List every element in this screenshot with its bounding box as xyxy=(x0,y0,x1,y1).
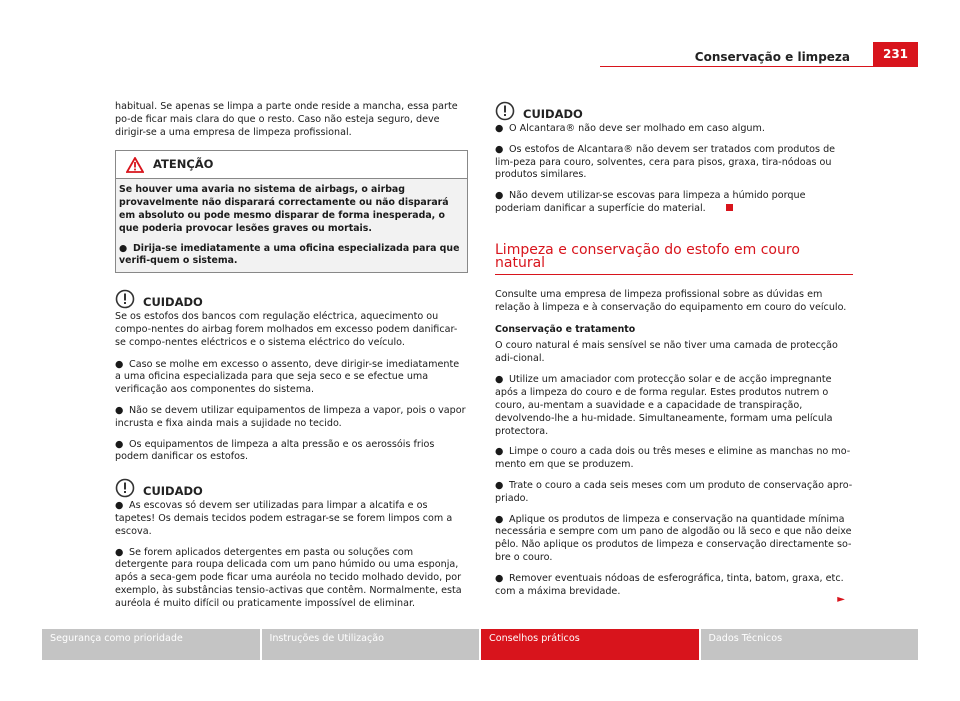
bullet-icon: ● xyxy=(115,438,124,450)
page-number: 231 xyxy=(873,42,918,66)
caution-bullet: ● Os equipamentos de limpeza a alta pressão e os aerossóis frios podem danificar os estofos. xyxy=(115,438,435,463)
footer-tab-practical-tips[interactable]: Conselhos práticos xyxy=(481,629,699,660)
intro-paragraph: habitual. Se apenas se limpa a parte onde reside a mancha, essa parte po-de ficar mais clara do que o resto. Caso não esteja seguro, deve dirigir-se a uma empresa de limpeza profissional. xyxy=(115,101,458,138)
caution-header xyxy=(115,289,468,309)
caution-bullet: ● Caso se molhe em excesso o assento, deve dirigir-se imediatamente a uma oficina especializada para que seja seco e se efectue uma verificação aos componentes do sistema. xyxy=(115,358,460,396)
bullet-icon: ● xyxy=(115,404,124,416)
continue-arrow-icon: ► xyxy=(837,594,845,606)
chapter-title: Conservação e limpeza xyxy=(694,50,850,64)
caution-title: CUIDADO xyxy=(523,107,583,122)
caution-title: CUIDADO xyxy=(143,295,203,310)
caution-circle-icon xyxy=(115,289,135,309)
footer-nav xyxy=(42,629,918,660)
bullet-icon: ● xyxy=(495,513,504,525)
caution-header xyxy=(115,478,468,498)
bullet-icon: ● xyxy=(495,374,504,386)
bullet-icon: ● xyxy=(495,572,504,584)
bullet-icon: ● xyxy=(115,358,124,370)
caution-text: Se os estofos dos bancos com regulação eléctrica, aquecimento ou compo-nentes do airbag forem molhados em excesso podem danificar-se compo-nentes eléctricos e o sistema eléctrico do veículo. xyxy=(115,311,458,348)
list-item: ● Aplique os produtos de limpeza e conservação na quantidade mínima necessária e sempre com um pano de algodão ou lã seco e que não deixe pêlo. Não aplique os produtos de limpeza e conservação directamente so-bre o couro. xyxy=(495,513,852,563)
bullet-icon: ● xyxy=(115,500,124,512)
warning-triangle-icon xyxy=(126,157,144,173)
bullet-icon: ● xyxy=(495,123,504,134)
warning-body xyxy=(116,179,467,272)
end-mark-icon xyxy=(726,204,733,211)
list-item: ● Trate o couro a cada seis meses com um produto de conservação apro-priado. xyxy=(495,479,853,504)
warning-header xyxy=(116,151,467,179)
caution-block-1 xyxy=(115,289,468,464)
footer-tab-instructions[interactable]: Instruções de Utilização xyxy=(262,629,480,660)
bullet-icon: ● xyxy=(495,479,504,491)
list-item: ● Utilize um amaciador com protecção solar e de acção impregnante após a limpeza do couro e de forma regular. Estes produtos nutrem o couro, au-mentam a suavidade e a capacidade de transpiração, devolvendo-lhe a hu-midade. Simultaneamente, formam uma película protectora. xyxy=(495,374,833,437)
caution-circle-icon xyxy=(115,478,135,498)
caution-bullet: ● Os estofos de Alcantara® não devem ser tratados com produtos de lim-peza para couro, solventes, cera para pisos, graxa, tira-nódoas ou produtos similares. xyxy=(495,143,836,181)
caution-bullet: ● O Alcantara® não deve ser molhado em caso algum. xyxy=(495,123,765,134)
bullet-icon: ● xyxy=(115,546,124,558)
caution-bullet: ● Não devem utilizar-se escovas para limpeza a húmido porque poderiam danificar a superfície do material. xyxy=(495,190,806,214)
bullet-icon: ● xyxy=(495,446,504,458)
footer-tab-technical-data[interactable]: Dados Técnicos xyxy=(701,629,919,660)
subheading: Conservação e tratamento xyxy=(495,323,636,335)
section-intro: Consulte uma empresa de limpeza profissional sobre as dúvidas em relação à limpeza e à conservação do equipamento em couro do veículo. xyxy=(495,289,847,314)
warning-text: Se houver uma avaria no sistema de airbags, o airbag provavelmente não disparará correctamente ou não disparará em absoluto ou pode mesmo disparar de forma inesperada, o que poderia provocar lesões graves ou mortais. xyxy=(119,184,449,234)
warning-title: ATENÇÃO xyxy=(153,157,214,172)
bullet-icon: ● xyxy=(495,190,504,202)
subheading-text: O couro natural é mais sensível se não tiver uma camada de protecção adi-cional. xyxy=(495,339,838,364)
caution-block-2 xyxy=(115,478,468,610)
warning-bullet: ● Dirija-se imediatamente a uma oficina especializada para que verifi-quem o sistema. xyxy=(119,242,460,267)
caution-bullet: ● Se forem aplicados detergentes em pasta ou soluções com detergente para roupa delicada com um pano húmido ou uma esponja, após a seca-gem pode ficar uma auréola no tecido molhado devido, por exemplo, às substâncias tensio-activas que contêm. Normalmente, esta auréola é muito difícil ou praticamente impossível de eliminar. xyxy=(115,546,462,609)
caution-bullet: ● As escovas só devem ser utilizadas para limpar a alcatifa e os tapetes! Os demais tecidos podem estragar-se se forem limpos com a escova. xyxy=(115,500,453,537)
caution-circle-icon xyxy=(495,101,515,121)
caution-header xyxy=(495,101,853,121)
warning-box xyxy=(115,150,468,273)
bullet-icon: ● xyxy=(495,143,504,155)
caution-bullet: ● Não se devem utilizar equipamentos de limpeza a vapor, pois o vapor incrusta e fixa ainda mais a sujidade no tecido. xyxy=(115,404,466,429)
header-divider xyxy=(600,66,918,67)
alcantara-caution-block xyxy=(495,101,853,216)
caution-title: CUIDADO xyxy=(143,484,203,499)
footer-tab-safety[interactable]: Segurança como prioridade xyxy=(42,629,260,660)
left-column xyxy=(115,101,468,625)
section-title: Limpeza e conservação do estofo em couro natural xyxy=(495,244,853,276)
list-item: ● Remover eventuais nódoas de esferográfica, tinta, batom, graxa, etc. com a máxima brevidade. xyxy=(495,572,844,597)
list-item: ● Limpe o couro a cada dois ou três meses e elimine as manchas no mo-mento em que se produzem. xyxy=(495,446,851,471)
right-column xyxy=(495,101,853,607)
bullet-icon: ● xyxy=(119,242,128,254)
